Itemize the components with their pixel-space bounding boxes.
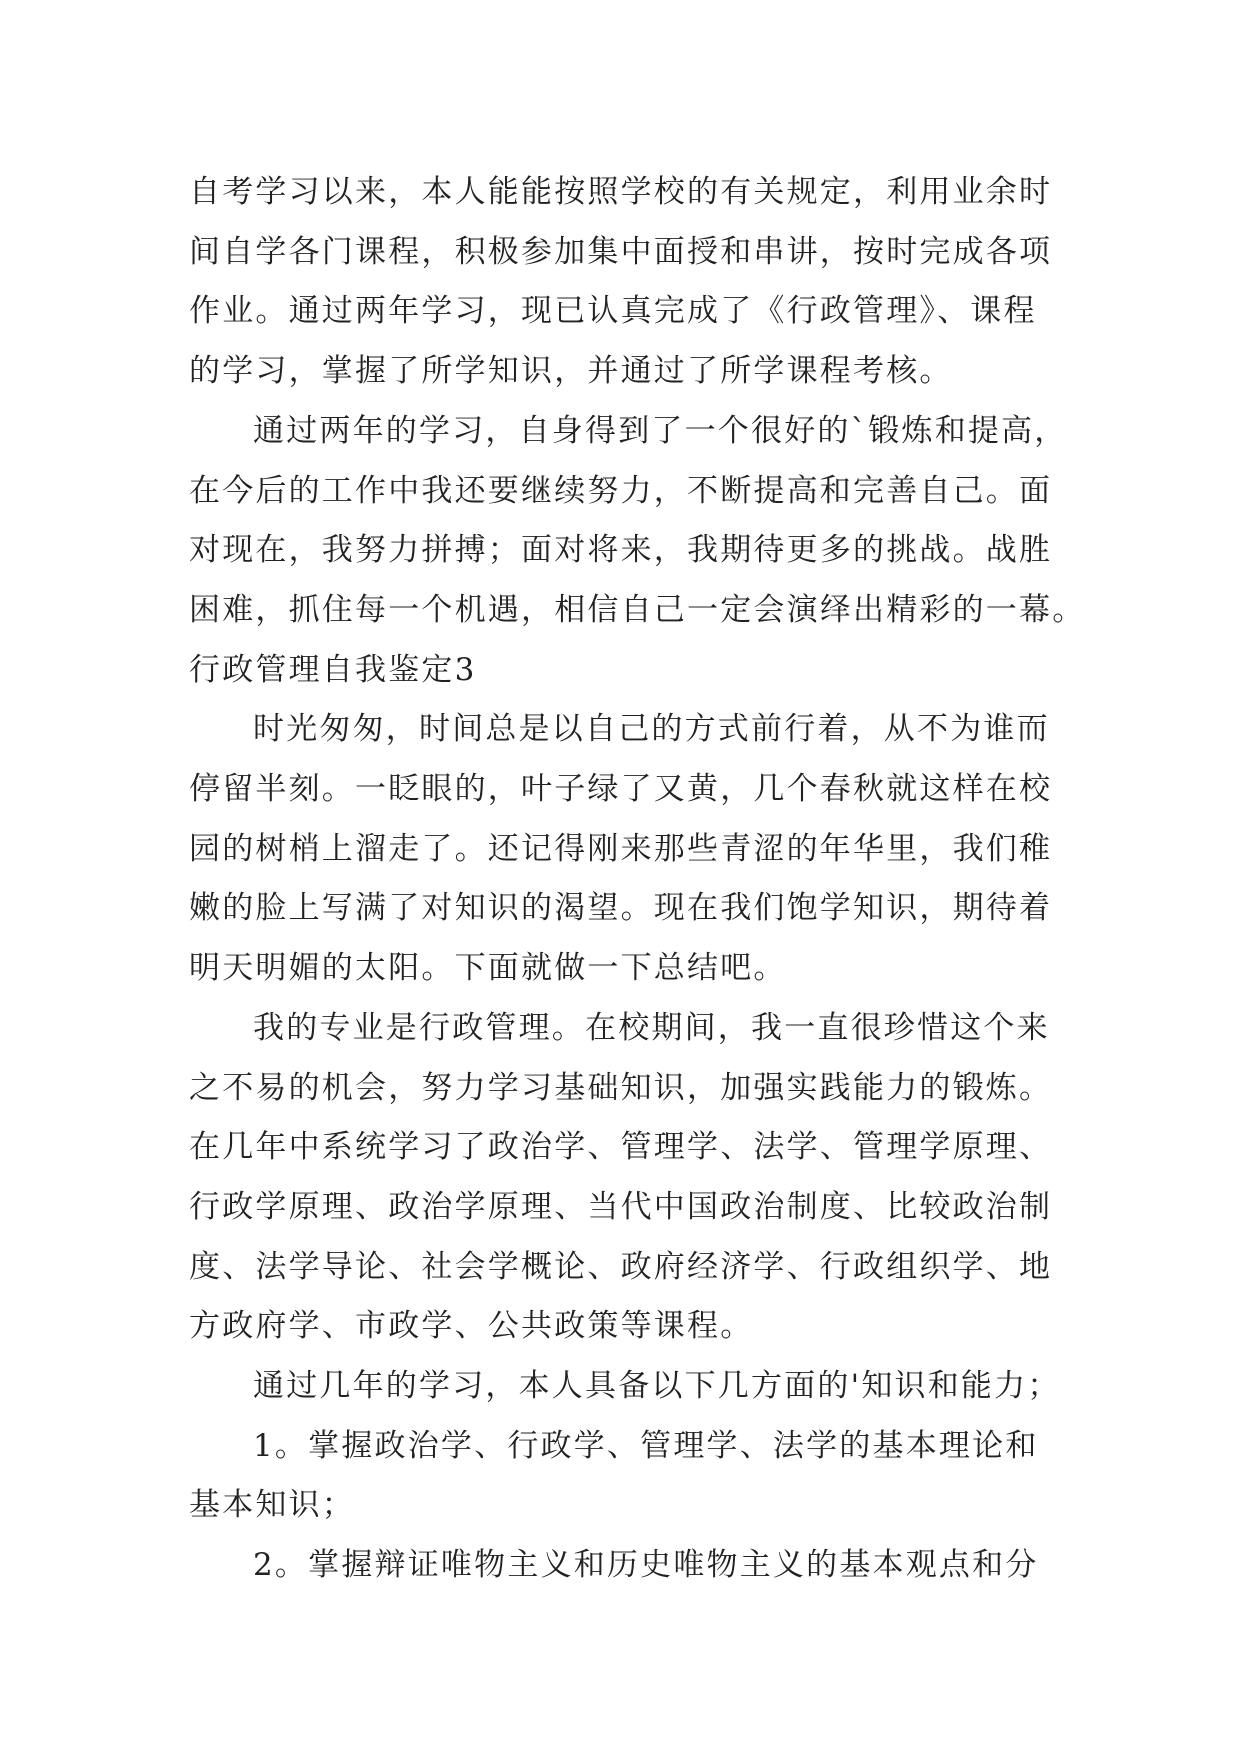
text-line: 自考学习以来，本人能能按照学校的有关规定，利用业余时	[189, 174, 1053, 210]
text-line: 基本知识；	[189, 1487, 355, 1524]
text-line: 的学习，掌握了所学知识，并通过了所学课程考核。	[189, 353, 953, 390]
text-line: 明天明媚的太阳。下面就做一下总结吧。	[189, 950, 787, 987]
text-line: 园的树梢上溜走了。还记得刚来那些青涩的年华里，我们稚	[189, 830, 1053, 867]
text-line: 在几年中系统学习了政治学、管理学、法学、管理学原理、	[189, 1129, 1053, 1166]
text-line: 困难，抓住每一个机遇，相信自己一定会演绎出精彩的一幕。	[189, 591, 1086, 628]
text-line: 在今后的工作中我还要继续努力，不断提高和完善自己。面	[189, 472, 1053, 509]
text-line: 间自学各门课程，积极参加集中面授和串讲，按时完成各项	[189, 233, 1053, 270]
section-heading: 行政管理自我鉴定3	[189, 651, 477, 688]
text-line: 时光匆匆，时间总是以自己的方式前行着，从不为谁而	[253, 711, 1050, 748]
text-line: 我的专业是行政管理。在校期间，我一直很珍惜这个来	[253, 1009, 1050, 1046]
text-line: 行政学原理、政治学原理、当代中国政治制度、比较政治制	[189, 1188, 1053, 1225]
list-item: 1。掌握政治学、行政学、管理学、法学的基本理论和	[253, 1427, 1039, 1464]
text-line: 嫩的脸上写满了对知识的渴望。现在我们饱学知识，期待着	[189, 890, 1053, 927]
text-line: 停留半刻。一眨眼的，叶子绿了又黄，几个春秋就这样在校	[189, 771, 1053, 808]
text-line: 通过两年的学习，自身得到了一个很好的`锻炼和提高，	[253, 412, 1068, 449]
text-line: 度、法学导论、社会学概论、政府经济学、行政组织学、地	[189, 1248, 1053, 1285]
text-line: 之不易的机会，努力学习基础知识，加强实践能力的锻炼。	[189, 1069, 1053, 1106]
list-item: 2。掌握辩证唯物主义和历史唯物主义的基本观点和分	[253, 1547, 1039, 1584]
text-line: 通过几年的学习，本人具备以下几方面的'知识和能力；	[253, 1368, 1061, 1405]
text-line: 作业。通过两年学习，现已认真完成了《行政管理》、课程	[189, 293, 1037, 330]
text-line: 方政府学、市政学、公共政策等课程。	[189, 1308, 754, 1345]
document-body	[189, 163, 1086, 1596]
text-line: 对现在，我努力拼搏；面对将来，我期待更多的挑战。战胜	[189, 532, 1053, 569]
